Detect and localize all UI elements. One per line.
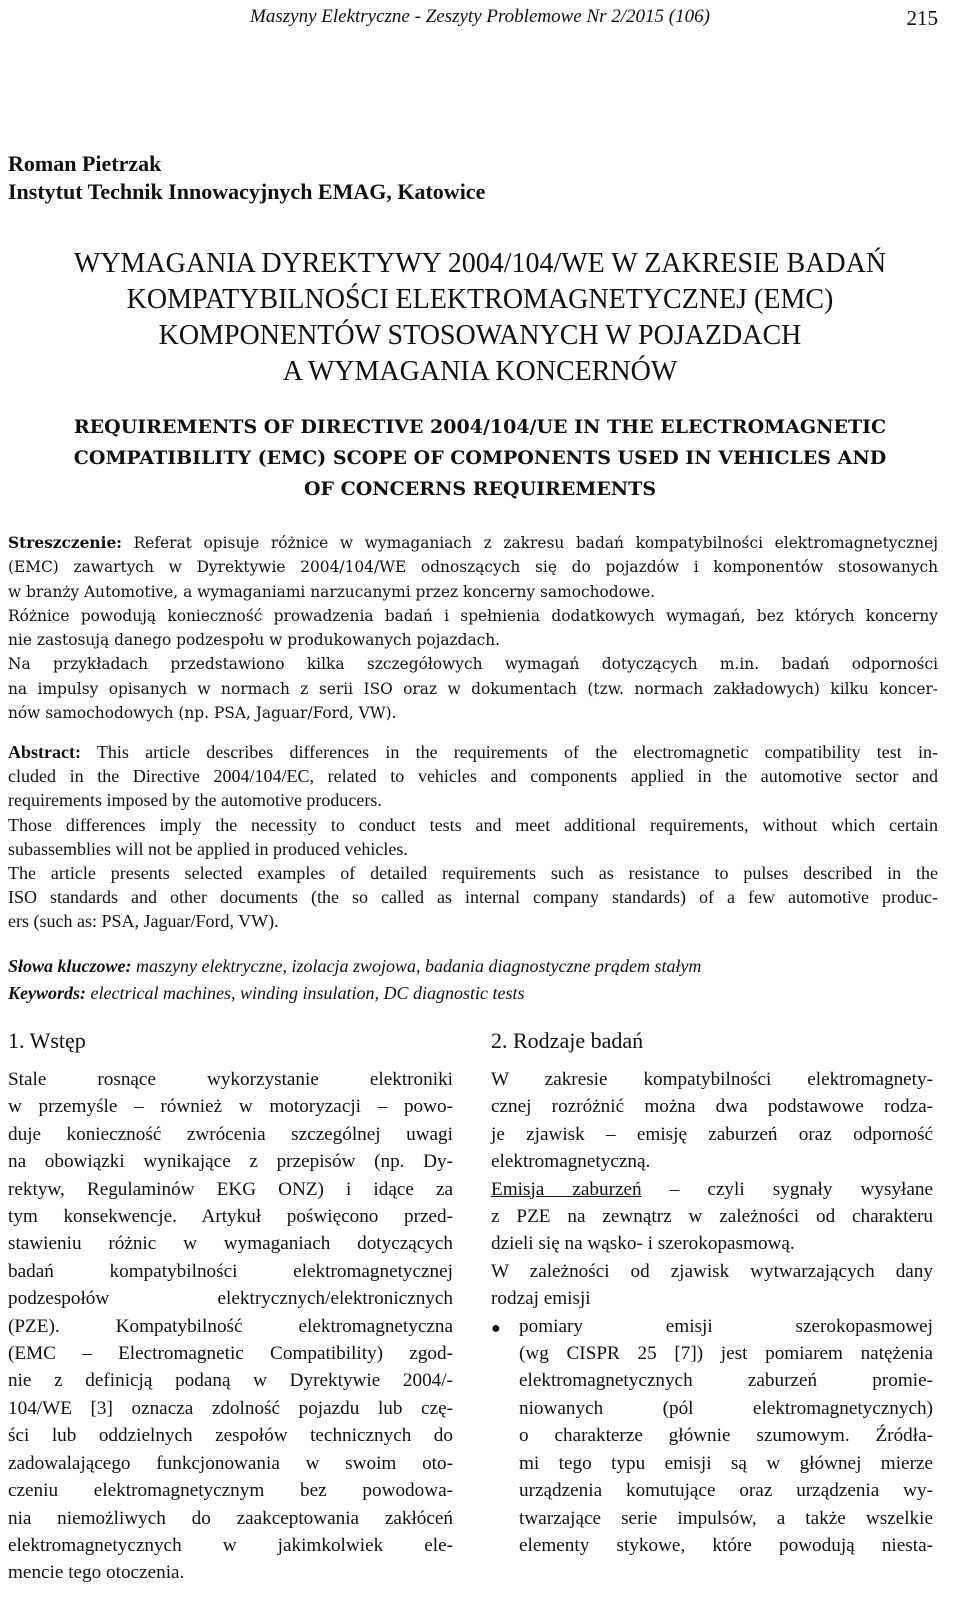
author-affiliation: Instytut Technik Innowacyjnych EMAG, Katowice: [8, 179, 486, 204]
body-line: dzieli się na wąsko- i szerokopasmową.: [491, 1233, 795, 1255]
body-line: mencie tego otoczenia.: [8, 1562, 185, 1584]
abstract-line: nie zastosują danego podzespołu w produkowanych pojazdach.: [8, 631, 501, 650]
body-line: je zjawisk – emisję zaburzeń oraz odporność: [491, 1123, 933, 1145]
keywords: [8, 953, 701, 1007]
keywords-label: Keywords:: [8, 983, 86, 1003]
title-line: REQUIREMENTS OF DIRECTIVE 2004/104/UE IN THE ELECTROMAGNETIC: [73, 416, 887, 438]
title-line: KOMPONENTÓW STOSOWANYCH W POJAZDACH: [158, 320, 802, 351]
body-line: elektromagnetycznych w jakimkolwiek ele-: [8, 1534, 453, 1556]
body-line: W zakresie kompatybilności elektromagnety-: [491, 1069, 933, 1090]
abstract-line: Those differences imply the necessity to conduct tests and meet additional requirements, without which certain: [8, 814, 938, 835]
body-line: tym konsekwencje. Artykuł poświęcono przed-: [8, 1206, 453, 1228]
abstract-line: (EMC) zawartych w Dyrektywie 2004/104/WE odnoszących się do pojazdów i komponentów stosowanych: [8, 558, 938, 577]
keywords-english: Keywords: electrical machines, winding insulation, DC diagnostic tests: [8, 983, 525, 1003]
section-2-body: [491, 1066, 933, 1559]
body-line: nia niemożliwych do zaakceptowania zakłóceń: [8, 1507, 453, 1529]
body-line: mi tego typu emisji są w głównej mierze: [519, 1452, 933, 1474]
abstract-line: nów samochodowych (np. PSA, Jaguar/Ford, VW).: [8, 704, 397, 723]
body-line: na obowiązki wynikające z przepisów (np. Dy-: [8, 1151, 453, 1173]
bullet-item: [491, 1313, 933, 1560]
title-polish: [0, 246, 960, 390]
body-line: z PZE na zewnątrz w zależności od charakteru: [491, 1206, 933, 1228]
body-line: w przemyśle – również w motoryzacji – powo-: [8, 1096, 453, 1118]
abstract-line: Streszczenie: Referat opisuje różnice w wymaganiach z zakresu badań kompatybilności elektromagnetycznej: [8, 534, 938, 552]
title-line: WYMAGANIA DYREKTYWY 2004/104/WE W ZAKRESIE BADAŃ: [73, 248, 887, 279]
body-line: o charakterze głównie szumowym. Źródła-: [519, 1425, 933, 1447]
body-line: Emisja zaburzeń – czyli sygnały wysyłane: [491, 1178, 934, 1200]
keywords-polish: Słowa kluczowe: maszyny elektryczne, izolacja zwojowa, badania diagnostyczne prądem stałym: [8, 956, 702, 976]
abstract-label: Streszczenie:: [8, 534, 122, 552]
title-line: COMPATIBILITY (EMC) SCOPE OF COMPONENTS USED IN VEHICLES AND: [73, 447, 887, 469]
title-line: A WYMAGANIA KONCERNÓW: [282, 356, 678, 387]
body-line: Stale rosnące wykorzystanie elektroniki: [8, 1069, 453, 1090]
body-line: niowanych (pól elektromagnetycznych): [519, 1397, 933, 1419]
keywords-label: Słowa kluczowe:: [8, 956, 132, 976]
abstract-line: w branży Automotive, a wymaganiami narzucanymi przez koncerny samochodowe.: [8, 582, 656, 601]
body-line: zadowalającego funkcjonowania w swoim oto-: [8, 1452, 453, 1474]
title-english: [0, 412, 960, 505]
abstract-line: The article presents selected examples of detailed requirements such as resistance to pulses described in the: [8, 863, 938, 884]
section-heading: 2. Rodzaje badań: [491, 1028, 644, 1053]
body-line: (PZE). Kompatybilność elektromagnetyczna: [8, 1315, 453, 1337]
body-line: duje konieczność zwrócenia szczególnej uwagi: [8, 1123, 453, 1145]
body-line: elektromagnetyczną.: [491, 1151, 651, 1173]
bullet-icon: ●: [491, 1319, 501, 1337]
body-line: rodzaj emisji: [491, 1288, 591, 1310]
abstract-line: Różnice powodują konieczność prowadzenia badań i spełnienia dodatkowych wymagań, bez których koncerny: [8, 606, 938, 625]
body-line: podzespołów elektrycznych/elektronicznych: [8, 1288, 453, 1310]
journal-header: Maszyny Elektryczne - Zeszyty Problemowe Nr 2/2015 (106): [250, 6, 710, 27]
body-line: stawieniu różnic w wymaganiach dotyczących: [8, 1233, 453, 1255]
body-line: ści lub oddzielnych zespołów technicznych do: [8, 1425, 453, 1447]
body-line: cznej rozróżnić można dwa podstawowe rodza-: [491, 1096, 933, 1118]
abstract-line: ers (such as: PSA, Jaguar/Ford, VW).: [8, 911, 279, 932]
page-number: 215: [906, 6, 938, 30]
body-line: rektyw, Regulaminów EKG ONZ) i idące za: [8, 1178, 453, 1200]
section-heading: 1. Wstęp: [8, 1028, 86, 1053]
abstract-polish: [8, 531, 938, 725]
abstract-line: na impulsy opisanych w normach z serii ISO oraz w dokumentach (tzw. normach zakładowych) kilku koncer-: [8, 679, 938, 698]
title-line: KOMPATYBILNOŚCI ELEKTROMAGNETYCZNEJ (EMC): [126, 284, 834, 315]
author-name: Roman Pietrzak: [8, 151, 162, 176]
body-line: urządzenia komutujące oraz urządzenia wy-: [519, 1480, 933, 1502]
title-line: OF CONCERNS REQUIREMENTS: [303, 478, 657, 500]
body-line: W zależności od zjawisk wytwarzających dany: [491, 1260, 933, 1282]
body-line: twarzające serie impulsów, a także wszelkie: [519, 1507, 933, 1529]
body-line: (wg CISPR 25 [7]) jest pomiarem natężenia: [519, 1343, 933, 1365]
abstract-english: [8, 740, 938, 934]
emission-term: Emisja zaburzeń: [491, 1178, 642, 1200]
abstract-line: subassemblies will not be applied in produced vehicles.: [8, 838, 408, 859]
body-line: 104/WE [3] oznacza zdolność pojazdu lub czę-: [8, 1397, 453, 1419]
body-line: elementy stykowe, które powodują niesta-: [519, 1534, 933, 1556]
body-line: czeniu elektromagnetycznym bez powodowa-: [8, 1480, 453, 1502]
abstract-line: Abstract: This article describes differences in the requirements of the electromagnetic compatibility test in-: [8, 742, 938, 762]
abstract-line: ISO standards and other documents (the so called as internal company standards) of a few automotive produc-: [8, 887, 938, 908]
body-line: badań kompatybilności elektromagnetycznej: [8, 1260, 453, 1282]
body-line: (EMC – Electromagnetic Compatibility) zgod-: [8, 1343, 453, 1365]
abstract-line: requirements imposed by the automotive producers.: [8, 790, 382, 811]
body-line: pomiary emisji szerokopasmowej: [519, 1315, 933, 1337]
abstract-line: cluded in the Directive 2004/104/EC, related to vehicles and components applied in the automotive sector and: [8, 766, 938, 787]
section-1-body: [8, 1066, 453, 1587]
body-line: nie z definicją podaną w Dyrektywie 2004/-: [8, 1370, 453, 1392]
body-line: elektromagnetycznych zaburzeń promie-: [519, 1370, 933, 1392]
abstract-line: Na przykładach przedstawiono kilka szczegółowych wymagań dotyczących m.in. badań odporności: [8, 655, 938, 674]
abstract-label: Abstract:: [8, 742, 81, 762]
